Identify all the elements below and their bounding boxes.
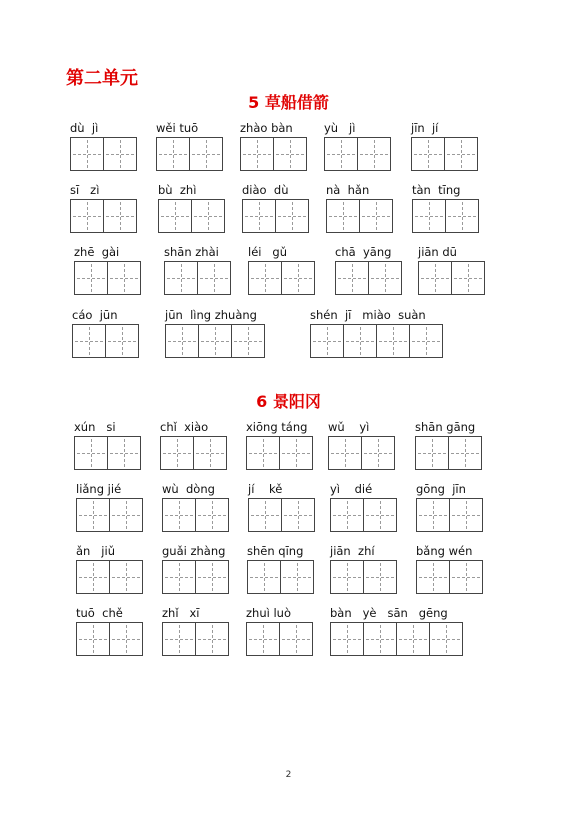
tianzige-box[interactable] — [363, 622, 397, 656]
pinyin-label: liǎng jié — [76, 482, 122, 496]
writing-boxes — [326, 199, 392, 233]
tianzige-box[interactable] — [361, 436, 395, 470]
writing-boxes — [74, 261, 140, 295]
writing-boxes — [248, 498, 314, 532]
pinyin-label: shān zhài — [164, 245, 219, 259]
page-number: 2 — [285, 770, 292, 780]
tianzige-box[interactable] — [415, 436, 449, 470]
tianzige-box[interactable] — [449, 560, 483, 594]
pinyin-label: yù jì — [324, 121, 356, 135]
tianzige-box[interactable] — [162, 498, 196, 532]
tianzige-box[interactable] — [231, 324, 265, 358]
writing-boxes — [70, 137, 136, 171]
writing-boxes — [162, 560, 228, 594]
writing-boxes — [156, 137, 222, 171]
writing-boxes — [158, 199, 224, 233]
writing-boxes — [248, 261, 314, 295]
tianzige-box[interactable] — [416, 560, 450, 594]
writing-boxes — [74, 436, 140, 470]
tianzige-box[interactable] — [103, 199, 137, 233]
pinyin-label: shēn qīng — [247, 544, 304, 558]
writing-boxes — [412, 199, 478, 233]
pinyin-label: xiōng táng — [246, 420, 308, 434]
tianzige-box[interactable] — [281, 261, 315, 295]
tianzige-box[interactable] — [246, 622, 280, 656]
tianzige-box[interactable] — [326, 199, 360, 233]
tianzige-box[interactable] — [109, 622, 143, 656]
lesson-title: 5 草船借箭 — [248, 93, 329, 112]
tianzige-box[interactable] — [449, 498, 483, 532]
writing-boxes — [246, 436, 312, 470]
tianzige-box[interactable] — [105, 324, 139, 358]
tianzige-box[interactable] — [368, 261, 402, 295]
tianzige-box[interactable] — [109, 498, 143, 532]
tianzige-box[interactable] — [193, 436, 227, 470]
tianzige-box[interactable] — [451, 261, 485, 295]
tianzige-box[interactable] — [343, 324, 377, 358]
pinyin-label: cáo jūn — [72, 308, 118, 322]
tianzige-box[interactable] — [74, 261, 108, 295]
writing-boxes — [70, 199, 136, 233]
writing-boxes — [240, 137, 306, 171]
tianzige-box[interactable] — [103, 137, 137, 171]
pinyin-label: nà hǎn — [326, 183, 370, 197]
tianzige-box[interactable] — [445, 199, 479, 233]
writing-boxes — [415, 436, 481, 470]
tianzige-box[interactable] — [109, 560, 143, 594]
tianzige-box[interactable] — [429, 622, 463, 656]
tianzige-box[interactable] — [363, 560, 397, 594]
tianzige-box[interactable] — [330, 560, 364, 594]
tianzige-box[interactable] — [357, 137, 391, 171]
writing-boxes — [416, 498, 482, 532]
tianzige-box[interactable] — [363, 498, 397, 532]
tianzige-box[interactable] — [412, 199, 446, 233]
pinyin-label: bàn yè sān gēng — [330, 606, 448, 620]
pinyin-label: zhǐ xī — [162, 606, 200, 620]
pinyin-label: yì dié — [330, 482, 373, 496]
tianzige-box[interactable] — [359, 199, 393, 233]
pinyin-label: sī zì — [70, 183, 100, 197]
tianzige-box[interactable] — [191, 199, 225, 233]
tianzige-box[interactable] — [107, 261, 141, 295]
lesson-title: 6 景阳冈 — [256, 392, 321, 411]
pinyin-label: xún si — [74, 420, 116, 434]
tianzige-box[interactable] — [324, 137, 358, 171]
tianzige-box[interactable] — [279, 622, 313, 656]
unit-title: 第二单元 — [66, 68, 138, 89]
writing-boxes — [247, 560, 313, 594]
pinyin-label: shén jī miào suàn — [310, 308, 426, 322]
tianzige-box[interactable] — [279, 436, 313, 470]
tianzige-box[interactable] — [165, 324, 199, 358]
pinyin-label: bù zhì — [158, 183, 197, 197]
pinyin-label: jūn lìng zhuàng — [165, 308, 257, 322]
tianzige-box[interactable] — [418, 261, 452, 295]
writing-boxes — [164, 261, 230, 295]
writing-boxes — [76, 560, 142, 594]
pinyin-label: jiān zhí — [330, 544, 375, 558]
tianzige-box[interactable] — [448, 436, 482, 470]
writing-boxes — [242, 199, 308, 233]
pinyin-label: shān gāng — [415, 420, 476, 434]
tianzige-box[interactable] — [248, 498, 282, 532]
tianzige-box[interactable] — [396, 622, 430, 656]
pinyin-label: tàn tīng — [412, 183, 461, 197]
pinyin-label: ǎn jiǔ — [76, 544, 115, 558]
writing-boxes — [165, 324, 264, 358]
pinyin-label: chǐ xiào — [160, 420, 209, 434]
tianzige-box[interactable] — [76, 560, 110, 594]
writing-boxes — [335, 261, 401, 295]
writing-boxes — [160, 436, 226, 470]
tianzige-box[interactable] — [198, 324, 232, 358]
pinyin-label: gōng jīn — [416, 482, 466, 496]
pinyin-label: jí kě — [248, 482, 283, 496]
tianzige-box[interactable] — [246, 436, 280, 470]
writing-boxes — [310, 324, 442, 358]
writing-boxes — [246, 622, 312, 656]
writing-boxes — [328, 436, 394, 470]
writing-boxes — [76, 498, 142, 532]
tianzige-box[interactable] — [248, 261, 282, 295]
tianzige-box[interactable] — [107, 436, 141, 470]
pinyin-label: diào dù — [242, 183, 289, 197]
writing-boxes — [330, 498, 396, 532]
tianzige-box[interactable] — [330, 622, 364, 656]
tianzige-box[interactable] — [444, 137, 478, 171]
pinyin-label: wù dòng — [162, 482, 215, 496]
tianzige-box[interactable] — [376, 324, 410, 358]
tianzige-box[interactable] — [330, 498, 364, 532]
tianzige-box[interactable] — [328, 436, 362, 470]
pinyin-label: zhuì luò — [246, 606, 291, 620]
tianzige-box[interactable] — [275, 199, 309, 233]
writing-boxes — [416, 560, 482, 594]
tianzige-box[interactable] — [72, 324, 106, 358]
writing-boxes — [72, 324, 138, 358]
tianzige-box[interactable] — [164, 261, 198, 295]
writing-boxes — [324, 137, 390, 171]
writing-boxes — [330, 560, 396, 594]
writing-boxes — [162, 622, 228, 656]
tianzige-box[interactable] — [70, 137, 104, 171]
pinyin-label: jīn jí — [411, 121, 439, 135]
tianzige-box[interactable] — [195, 560, 229, 594]
tianzige-box[interactable] — [197, 261, 231, 295]
pinyin-label: bǎng wén — [416, 544, 473, 558]
pinyin-label: wǔ yì — [328, 420, 370, 434]
tianzige-box[interactable] — [247, 560, 281, 594]
pinyin-label: chā yāng — [335, 245, 392, 259]
writing-boxes — [330, 622, 462, 656]
writing-boxes — [76, 622, 142, 656]
tianzige-box[interactable] — [281, 498, 315, 532]
tianzige-box[interactable] — [411, 137, 445, 171]
tianzige-box[interactable] — [162, 622, 196, 656]
tianzige-box[interactable] — [273, 137, 307, 171]
tianzige-box[interactable] — [335, 261, 369, 295]
tianzige-box[interactable] — [240, 137, 274, 171]
writing-boxes — [418, 261, 484, 295]
pinyin-label: dù jì — [70, 121, 99, 135]
tianzige-box[interactable] — [156, 137, 190, 171]
tianzige-box[interactable] — [416, 498, 450, 532]
tianzige-box[interactable] — [242, 199, 276, 233]
tianzige-box[interactable] — [76, 622, 110, 656]
writing-boxes — [411, 137, 477, 171]
pinyin-label: jiān dū — [418, 245, 457, 259]
tianzige-box[interactable] — [76, 498, 110, 532]
pinyin-label: wěi tuō — [156, 121, 199, 135]
tianzige-box[interactable] — [189, 137, 223, 171]
pinyin-label: zhē gài — [74, 245, 120, 259]
tianzige-box[interactable] — [162, 560, 196, 594]
tianzige-box[interactable] — [158, 199, 192, 233]
pinyin-label: guǎi zhàng — [162, 544, 226, 558]
tianzige-box[interactable] — [160, 436, 194, 470]
tianzige-box[interactable] — [310, 324, 344, 358]
writing-boxes — [162, 498, 228, 532]
tianzige-box[interactable] — [195, 498, 229, 532]
pinyin-label: léi gǔ — [248, 245, 288, 259]
tianzige-box[interactable] — [74, 436, 108, 470]
tianzige-box[interactable] — [70, 199, 104, 233]
pinyin-label: zhào bàn — [240, 121, 293, 135]
tianzige-box[interactable] — [280, 560, 314, 594]
pinyin-label: tuō chě — [76, 606, 123, 620]
tianzige-box[interactable] — [195, 622, 229, 656]
tianzige-box[interactable] — [409, 324, 443, 358]
